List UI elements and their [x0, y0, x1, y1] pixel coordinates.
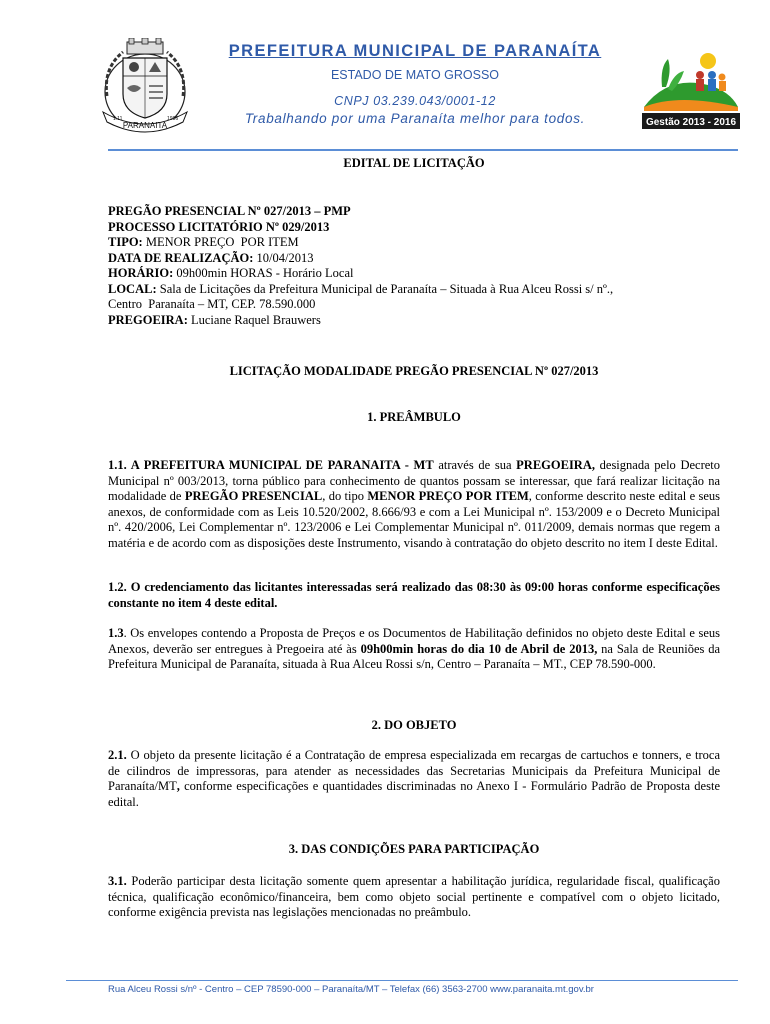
section-3-title: 3. DAS CONDIÇÕES PARA PARTICIPAÇÃO — [288, 842, 540, 856]
meta-pregoeira — [108, 313, 720, 329]
meta-pregoeira-label: PREGOEIRA: — [108, 312, 188, 327]
meta-pregoeira-value: Luciane Raquel Brauwers — [191, 312, 321, 327]
p11-text-b: através de sua — [433, 458, 517, 472]
meta-data-value: 10/04/2013 — [256, 250, 314, 265]
meta-horario-label: HORÁRIO: — [108, 266, 174, 280]
modalidade-heading: LICITAÇÃO MODALIDADE PREGÃO PRESENCIAL Nº 027/2013 — [229, 364, 599, 378]
section-1-title: 1. PREÂMBULO — [367, 410, 461, 424]
paragraph-3-1 — [108, 874, 720, 921]
p11-text-d: designada pelo Decreto Municipal nº 003/2013, torna público para conhecimento de quantos possam se interessar, que fará realizar licitação na modalidade de — [108, 458, 721, 503]
municipal-crest-logo — [93, 38, 197, 136]
header-cnpj: CNPJ 03.239.043/0001-12 — [334, 94, 496, 108]
p13-text-b: . Os envelopes contendo a Proposta de Preços e os Documentos de Habilitação definidos no objeto deste Edital e seus Anexos, deverão ser entregues à Pregoeira até às — [108, 626, 720, 656]
meta-tipo — [108, 235, 720, 251]
meta-pregao-text: PREGÃO PRESENCIAL Nº 027/2013 – PMP — [108, 204, 351, 218]
meta-block — [108, 204, 720, 328]
meta-local-value: Sala de Licitações da Prefeitura Municipal de Paranaíta – Situada à Rua Alceu Rossi s/ nº., — [159, 281, 614, 296]
p21-lead: 2.1. — [108, 748, 127, 762]
header-state: ESTADO DE MATO GROSSO — [330, 68, 500, 82]
section-2-title: 2. DO OBJETO — [371, 718, 457, 732]
meta-horario-value: 09h00min HORAS - Horário Local — [176, 266, 354, 280]
paragraph-1-2 — [108, 580, 720, 611]
meta-tipo-label: TIPO: — [108, 235, 143, 249]
p12-text: 1.2. O credenciamento das licitantes interessadas será realizado das 08:30 às 09:00 horas conforme especificações constante no item 4 deste edital. — [108, 580, 720, 610]
footer-address: Rua Alceu Rossi s/nº - Centro – CEP 78590-000 – Paranaíta/MT – Telefax (66) 3563-2700 www.paranaita.mt.gov.br — [108, 984, 594, 995]
meta-local-label: LOCAL: — [108, 281, 157, 296]
footer-divider — [66, 980, 738, 981]
meta-local — [108, 282, 720, 298]
meta-processo-text: PROCESSO LICITATÓRIO Nº 029/2013 — [108, 219, 330, 234]
p13-text-d: na Sala de Reuniões da Prefeitura Municipal de Paranaíta, situada à Rua Alceu Rossi s/n, Centro – Paranaíta – MT., CEP 78.590-000. — [108, 641, 721, 671]
crest-ribbon-text: PARANAITA — [122, 121, 168, 130]
p11-text-f: , do tipo — [322, 489, 368, 503]
crest-year-right: 1986 — [167, 116, 179, 122]
header-divider — [108, 149, 738, 151]
header-title: PREFEITURA MUNICIPAL DE PARANAÍTA — [228, 42, 602, 60]
p21-text-b: O objeto da presente licitação é a Contratação de empresa especializada em recargas de cartuchos e tonners, e troca de cilindros de impressoras, para atender as necessidades das Secretarias Municipais da Prefeitura Municipal de Paranaíta/MT — [108, 748, 720, 793]
p11-tipo: MENOR PREÇO POR ITEM — [367, 489, 529, 503]
meta-data-label: DATA DE REALIZAÇÃO: — [108, 250, 254, 265]
p21-comma: , — [176, 779, 180, 793]
meta-horario — [108, 266, 720, 282]
p31-text-b: Poderão participar desta licitação somente quem apresentar a habilitação jurídica, regularidade fiscal, qualificação técnica, qualificação econômico/financeira, bem como objeto social pertinente e compatível com o objeto licitado, conforme exigência prevista nas legislações mencionadas no preâmbulo. — [108, 874, 720, 919]
header-slogan: Trabalhando por uma Paranaíta melhor para todos. — [244, 111, 586, 126]
meta-local-line2: Centro Paranaíta – MT, CEP. 78.590.000 — [108, 297, 316, 311]
paragraph-1-1 — [108, 458, 720, 551]
p31-lead: 3.1. — [108, 874, 127, 888]
gestao-logo — [638, 45, 744, 131]
gestao-label: Gestão 2013 - 2016 — [645, 117, 737, 128]
p11-text-h: , conforme descrito neste edital e seus anexos, de conformidade com as Leis 10.520/2002, 8.666/93 e com a Lei Municipal nº. 153/2009 e o Decreto Municipal nº. 420/2006, Lei Complementar nº. 123/2006 e Lei Complementar Municipal nº. 011/2009, demais normas que regem a matéria e de acordo com as disposições deste Instrumento, visando à contratação do objeto descrito no item I deste Edital. — [108, 489, 720, 550]
p21-text-d: conforme especificações e quantidades discriminadas no Anexo I - Formulário Padrão de Proposta deste edital. — [108, 779, 720, 809]
meta-pregao — [108, 204, 720, 220]
paragraph-1-3 — [108, 626, 720, 673]
p11-modalidade: PREGÃO PRESENCIAL — [184, 489, 323, 503]
document-title: EDITAL DE LICITAÇÃO — [343, 156, 485, 170]
p13-deadline: 09h00min horas do dia 10 de Abril de 2013, — [360, 641, 598, 656]
p11-lead: 1.1. A PREFEITURA MUNICIPAL DE PARANAITA - MT — [108, 458, 434, 472]
meta-tipo-value: MENOR PREÇO POR ITEM — [145, 235, 299, 249]
meta-data — [108, 251, 720, 267]
meta-processo — [108, 220, 720, 236]
paragraph-2-1 — [108, 748, 720, 810]
crest-year-left: 1.11 — [113, 116, 123, 122]
p11-pregoeira: PREGOEIRA, — [516, 458, 595, 472]
p13-lead: 1.3 — [108, 626, 124, 640]
